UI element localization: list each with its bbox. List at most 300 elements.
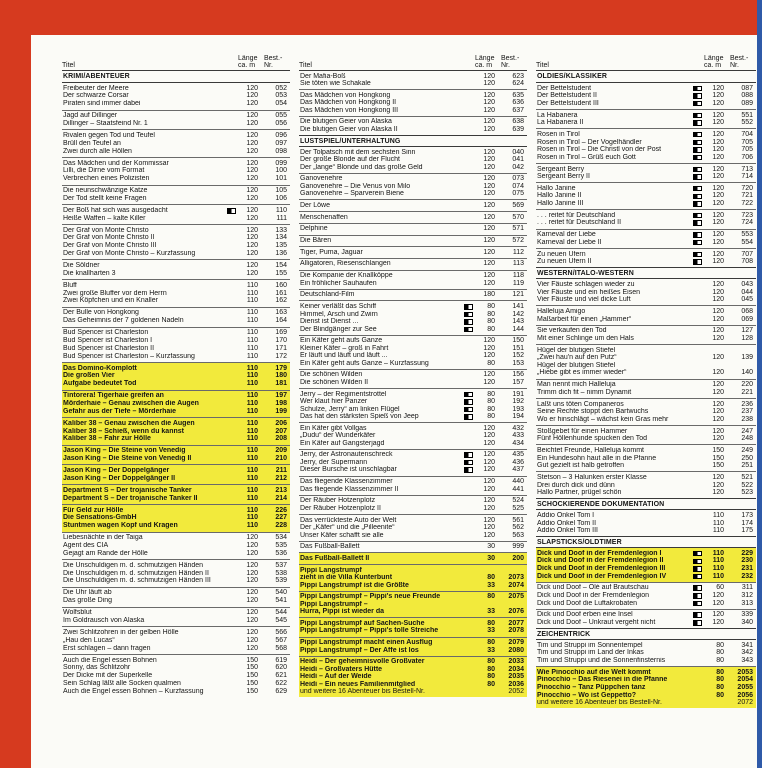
length-cell: 120 — [712, 354, 724, 362]
order-number-cell: 142 — [512, 310, 524, 318]
order-number-cell: 629 — [275, 687, 287, 695]
table-row — [536, 389, 756, 397]
order-number-cell: 161 — [275, 289, 287, 297]
icon-cell — [464, 214, 475, 222]
icon-cell — [227, 140, 238, 148]
order-number-cell: 111 — [276, 214, 287, 222]
length-cell — [475, 567, 497, 575]
order-number-cell: 207 — [275, 427, 287, 435]
bw-film-icon — [693, 559, 702, 565]
title-cell: „Zwei hau'n auf den Putz“ — [537, 354, 617, 362]
order-number-cell: 536 — [275, 549, 287, 557]
icon-cell — [227, 297, 238, 305]
title-cell: Pippi Langstrumpf – Pippi's tolle Streiche — [300, 627, 439, 635]
order-number-cell: 569 — [512, 202, 524, 210]
table-row — [62, 672, 290, 680]
table-row — [536, 619, 756, 627]
length-cell: 120 — [483, 432, 495, 440]
table-row — [299, 532, 527, 540]
length-cell: 110 — [246, 514, 258, 522]
header-length-line-1: Länge — [238, 55, 258, 62]
order-number-cell: 153 — [512, 359, 524, 367]
order-number-cell: 055 — [275, 112, 287, 120]
length-cell: 120 — [246, 242, 258, 250]
header-length-line-2: ca. m — [238, 62, 256, 69]
icon-cell — [227, 270, 238, 278]
title-group — [536, 305, 756, 324]
icon-cell — [464, 291, 475, 299]
title-cell: Die Unschuldigen m. d. schmutzigen Händen — [63, 561, 204, 569]
order-number-cell: 127 — [741, 327, 753, 335]
table-row — [299, 318, 527, 326]
order-number-cell: 220 — [741, 381, 753, 389]
catalog-column-2 — [299, 54, 527, 697]
title-group — [62, 607, 290, 627]
icon-cell — [693, 239, 704, 247]
order-number-cell: 312 — [741, 592, 753, 600]
title-group — [299, 223, 527, 235]
icon-cell — [464, 156, 475, 164]
title-group — [299, 71, 527, 89]
icon-cell — [693, 489, 704, 497]
title-cell: Der Löwe — [300, 202, 330, 210]
order-number-cell: 622 — [275, 679, 287, 687]
highlighted-title-group — [62, 464, 290, 484]
icon-cell — [693, 231, 704, 239]
icon-cell — [227, 132, 238, 140]
order-number-cell: 705 — [741, 146, 753, 154]
order-number-cell: 099 — [275, 159, 287, 167]
icon-cell — [464, 107, 475, 115]
length-cell: 33 — [487, 646, 495, 654]
icon-cell — [227, 195, 238, 203]
icon-cell — [464, 183, 475, 191]
title-cell: Der Mafia-Boß — [300, 72, 346, 80]
title-cell: Man nennt mich Halleluja — [537, 381, 616, 389]
title-cell: Zwei Köpfchen und ein Knaller — [63, 297, 158, 305]
length-cell: 120 — [246, 561, 258, 569]
title-cell: Die Söldner — [63, 262, 100, 270]
order-number-cell: 2053 — [737, 668, 753, 676]
length-cell: 80 — [487, 310, 495, 318]
order-number-cell: 197 — [275, 392, 287, 400]
length-cell: 120 — [483, 237, 495, 245]
section-header: ZEICHENTRICK — [536, 628, 756, 640]
table-row — [536, 154, 756, 162]
title-group — [62, 279, 290, 307]
icon-cell — [227, 542, 238, 550]
title-cell: Agent des CIA — [63, 542, 109, 550]
order-number-cell: 2034 — [508, 665, 524, 673]
title-cell: Pippi Langstrumpf – Der Affe ist los — [300, 646, 419, 654]
table-row — [299, 311, 527, 319]
length-cell: 120 — [246, 269, 258, 277]
icon-cell — [693, 381, 704, 389]
title-cell: Erst schlagen – dann fragen — [63, 644, 151, 652]
length-cell: 120 — [712, 307, 724, 315]
header-length-label — [704, 55, 726, 69]
title-group — [299, 270, 527, 289]
title-cell: Der Bettelstudent — [537, 84, 592, 92]
title-cell: Zu neuen Ufern — [537, 250, 586, 258]
table-row — [299, 164, 527, 172]
title-cell: Heidi – Der geheimnisvolle Großvater — [300, 658, 425, 666]
table-row — [62, 609, 290, 617]
order-number-cell: 105 — [275, 187, 287, 195]
order-number-cell: 706 — [741, 153, 753, 161]
highlighted-title-group — [62, 504, 290, 532]
header-length-line-1: Länge — [704, 55, 724, 62]
order-number-cell: 208 — [275, 435, 287, 443]
title-group — [62, 110, 290, 130]
length-cell: 120 — [483, 337, 495, 345]
title-cell: Bud Spencer ist Charleston – Kurzfassung — [63, 352, 195, 360]
order-number-cell: 045 — [741, 296, 753, 304]
icon-cell — [464, 202, 475, 210]
column-header — [536, 54, 756, 71]
order-number-cell: 042 — [512, 163, 524, 171]
length-cell: 120 — [483, 72, 495, 80]
order-number-cell: 133 — [275, 226, 287, 234]
length-cell: 120 — [712, 250, 724, 258]
order-number-cell: 522 — [741, 481, 753, 489]
icon-cell — [693, 565, 704, 573]
length-cell: 120 — [246, 549, 258, 557]
title-cell: Jason King – Der Doppelgänger — [63, 467, 170, 475]
order-number-cell: 074 — [512, 182, 524, 190]
order-number-cell: 2052 — [508, 688, 524, 696]
highlighted-title-group — [299, 656, 527, 698]
title-group — [536, 510, 756, 536]
table-row — [299, 326, 527, 334]
order-number-cell: 551 — [741, 111, 753, 119]
order-number-cell: 708 — [741, 258, 753, 266]
title-group — [299, 246, 527, 258]
title-cell: Mit einer Schlinge um den Hals — [537, 334, 634, 342]
length-cell: 120 — [246, 616, 258, 624]
column-header — [62, 54, 290, 71]
table-row — [299, 190, 527, 198]
title-cell: Dienst ist Dienst ... — [300, 318, 359, 326]
length-cell: 120 — [483, 148, 495, 156]
length-cell: 120 — [246, 84, 258, 92]
section-header: KRIMI/ABENTEUER — [62, 71, 290, 83]
title-group — [299, 476, 527, 495]
title-cell: Heidi – Auf der Weide — [300, 673, 372, 681]
icon-cell — [693, 669, 704, 677]
icon-cell — [693, 281, 704, 289]
header-order-line-1: Best.- — [730, 55, 749, 62]
icon-cell — [693, 455, 704, 463]
length-cell: 120 — [483, 248, 495, 256]
title-cell: Pippi Langstrumpf – — [300, 600, 368, 608]
table-row — [62, 487, 290, 495]
order-number-cell: 2079 — [508, 639, 524, 647]
bw-film-icon — [693, 240, 702, 246]
icon-cell — [227, 148, 238, 156]
icon-cell — [464, 432, 475, 440]
icon-cell — [227, 112, 238, 120]
title-cell: Dieser Bursche ist unschlagbar — [300, 466, 397, 474]
length-cell: 120 — [712, 231, 724, 239]
length-cell: 110 — [712, 519, 724, 527]
order-number-cell: 247 — [741, 427, 753, 435]
title-group — [299, 541, 527, 553]
icon-cell — [464, 620, 475, 628]
order-number-cell: 2075 — [508, 593, 524, 601]
bw-film-icon — [693, 132, 702, 138]
table-row — [536, 489, 756, 497]
icon-cell — [227, 345, 238, 353]
title-group — [536, 229, 756, 248]
icon-cell — [693, 369, 704, 377]
table-row — [62, 148, 290, 156]
table-row — [62, 187, 290, 195]
table-row — [536, 692, 756, 700]
length-cell: 120 — [483, 118, 495, 126]
icon-cell — [693, 200, 704, 208]
red-frame-top — [0, 0, 757, 35]
length-cell: 120 — [712, 388, 724, 396]
table-row — [62, 317, 290, 325]
order-number-cell: 2054 — [737, 676, 753, 684]
length-cell: 120 — [483, 458, 495, 466]
icon-cell — [464, 249, 475, 257]
order-number-cell: 534 — [275, 534, 287, 542]
title-cell: Bud Spencer ist Charleston I — [63, 336, 153, 344]
icon-cell — [464, 371, 475, 379]
title-group — [299, 289, 527, 301]
title-cell: Dick und Doof – Olé auf Brautschau — [537, 584, 649, 592]
title-group — [62, 185, 290, 205]
icon-cell — [464, 517, 475, 525]
order-number-cell: 226 — [275, 506, 287, 514]
table-row — [299, 175, 527, 183]
order-number-cell: 2076 — [508, 608, 524, 616]
length-cell: 120 — [246, 167, 258, 175]
title-cell: Kaliber 38 – Fahr zur Hölle — [63, 435, 151, 443]
order-number-cell: 339 — [741, 611, 753, 619]
highlighted-title-group — [299, 552, 527, 564]
table-row — [62, 664, 290, 672]
icon-cell — [227, 629, 238, 637]
highlighted-title-group — [299, 617, 527, 636]
icon-cell — [227, 562, 238, 570]
icon-cell — [227, 420, 238, 428]
order-number-cell: 552 — [741, 119, 753, 127]
title-cell: Dick und Doof erben eine Insel — [537, 611, 633, 619]
length-cell: 110 — [246, 506, 258, 514]
length-cell: 60 — [716, 584, 724, 592]
icon-cell — [227, 400, 238, 408]
icon-cell — [227, 353, 238, 361]
title-cell: Wo er hinschlägt – wächst kein Gras mehr — [537, 415, 669, 423]
title-cell: Der Blindgänger zur See — [300, 325, 377, 333]
header-title-label: Titel — [62, 62, 75, 69]
table-row — [299, 345, 527, 353]
table-row — [536, 239, 756, 247]
table-row — [536, 676, 756, 684]
order-number-cell: 436 — [512, 458, 524, 466]
order-number-cell: 248 — [741, 435, 753, 443]
title-cell: Gefahr aus der Tiefe – Mörderhaie — [63, 407, 177, 415]
icon-cell — [464, 413, 475, 421]
order-number-cell: 068 — [741, 307, 753, 315]
length-cell: 80 — [487, 619, 495, 627]
table-row — [62, 408, 290, 416]
title-cell: Lilli, die Dirne vom Format — [63, 167, 145, 175]
icon-cell — [693, 527, 704, 535]
table-row — [536, 381, 756, 389]
bw-film-icon — [693, 612, 702, 618]
table-row — [62, 112, 290, 120]
column-header — [299, 54, 527, 71]
title-cell: Pippi Langstrumpf ist die Größte — [300, 581, 409, 589]
table-row — [536, 455, 756, 463]
title-cell: Bud Spencer ist Charleston II — [63, 344, 155, 352]
table-row — [62, 507, 290, 515]
order-number-cell: 621 — [275, 672, 287, 680]
icon-cell — [693, 154, 704, 162]
title-cell: Für Geld zur Hölle — [63, 506, 124, 514]
header-length-line-1: Länge — [475, 55, 495, 62]
icon-cell — [693, 462, 704, 470]
icon-cell — [464, 345, 475, 353]
icon-cell — [464, 666, 475, 674]
table-row — [62, 120, 290, 128]
highlighted-title-group — [62, 484, 290, 504]
table-row — [62, 688, 290, 696]
bw-film-icon — [693, 113, 702, 119]
title-cell: Stuntmen wagen Kopf und Kragen — [63, 522, 178, 530]
title-cell: Maßarbeit für einen „Hammer“ — [537, 315, 632, 323]
section-header: SCHOCKIERENDE DOKUMENTATION — [536, 498, 756, 510]
icon-cell — [693, 327, 704, 335]
table-row — [536, 600, 756, 608]
length-cell: 120 — [712, 473, 724, 481]
length-cell: 80 — [487, 398, 495, 406]
icon-cell — [227, 227, 238, 235]
length-cell: 80 — [487, 574, 495, 582]
title-cell: Das hat den stärksten Spieß von Jeep — [300, 413, 419, 421]
length-cell: 80 — [487, 680, 495, 688]
length-cell: 110 — [246, 407, 258, 415]
bw-film-icon — [464, 327, 473, 333]
title-cell: Bud Spencer ist Charleston — [63, 329, 149, 337]
title-cell: „Dudu“ der Wunderkäfer — [300, 432, 376, 440]
order-number-cell: 2035 — [508, 673, 524, 681]
title-cell: Mörderhaie – Genau zwischen die Augen — [63, 399, 199, 407]
length-cell: 120 — [246, 250, 258, 258]
title-cell: Der Dicke mit der Superkelle — [63, 672, 153, 680]
table-row — [299, 620, 527, 628]
title-group — [299, 147, 527, 173]
length-cell: 110 — [246, 344, 258, 352]
title-cell: Der Räuber Hotzenplotz II — [300, 504, 381, 512]
table-row — [536, 327, 756, 335]
title-cell: Der Tod stellt keine Fragen — [63, 194, 147, 202]
icon-cell — [464, 311, 475, 319]
title-group — [62, 532, 290, 560]
order-number-cell: 106 — [275, 194, 287, 202]
title-cell: Dillinger – Staatsfeind Nr. 1 — [63, 119, 148, 127]
table-row — [299, 555, 527, 563]
title-group — [299, 235, 527, 247]
order-number-cell: 098 — [275, 147, 287, 155]
table-row — [536, 200, 756, 208]
icon-cell — [227, 507, 238, 515]
bw-film-icon — [693, 620, 702, 626]
table-row — [299, 371, 527, 379]
order-number-cell: 340 — [741, 619, 753, 626]
order-number-cell: 525 — [512, 504, 524, 512]
length-cell: 120 — [483, 524, 495, 532]
table-row — [299, 237, 527, 245]
icon-cell — [464, 593, 475, 601]
table-row — [536, 573, 756, 581]
title-cell: Verbrechen eines Polizisten — [63, 175, 150, 183]
order-number-cell: 087 — [741, 84, 753, 92]
icon-cell — [464, 582, 475, 590]
length-cell: 120 — [246, 542, 258, 550]
header-order-number-label — [260, 55, 290, 69]
order-number-cell: 155 — [275, 269, 287, 277]
icon-cell — [693, 657, 704, 665]
order-number-cell: 2073 — [508, 574, 524, 582]
length-cell: 30 — [487, 543, 495, 551]
length-cell: 120 — [246, 644, 258, 652]
title-cell: Rivalen gegen Tod und Teufel — [63, 131, 155, 139]
table-row — [536, 550, 756, 558]
icon-cell — [693, 296, 704, 304]
icon-cell — [464, 505, 475, 513]
header-order-number-label — [726, 55, 756, 69]
title-group — [536, 163, 756, 182]
table-row — [299, 517, 527, 525]
table-row — [536, 166, 756, 174]
length-cell: 120 — [246, 159, 258, 167]
title-cell: La Habanera — [537, 111, 578, 119]
table-row — [299, 280, 527, 288]
length-cell: 120 — [712, 435, 724, 443]
icon-cell — [227, 495, 238, 503]
icon-cell — [693, 308, 704, 316]
table-row — [62, 570, 290, 578]
title-cell: Jerry – der Regimentstrottel — [300, 390, 387, 398]
title-cell: Die Uhr läuft ab — [63, 589, 112, 597]
order-number-cell: 179 — [275, 364, 287, 372]
length-cell: 110 — [712, 565, 724, 573]
icon-cell — [693, 354, 704, 362]
title-group — [536, 471, 756, 498]
length-cell: 120 — [246, 214, 258, 222]
table-row — [62, 215, 290, 223]
table-row — [299, 459, 527, 467]
length-cell — [704, 347, 726, 355]
length-cell: 80 — [487, 390, 495, 398]
title-cell: Bluff — [63, 281, 77, 289]
length-cell: 33 — [487, 627, 495, 635]
title-cell: Ein Käfer geht aufs Ganze – Kurzfassung — [300, 359, 429, 367]
length-cell: 120 — [712, 619, 724, 626]
order-number-cell: 572 — [512, 237, 524, 245]
order-number-cell: 228 — [275, 522, 287, 530]
order-number-cell: 2078 — [508, 627, 524, 635]
title-cell: Ein fröhlicher Sauhaufen — [300, 279, 377, 287]
title-cell: Department S – Der trojanische Tanker II — [63, 494, 198, 502]
order-number-cell: 624 — [512, 80, 524, 88]
title-group — [62, 307, 290, 327]
